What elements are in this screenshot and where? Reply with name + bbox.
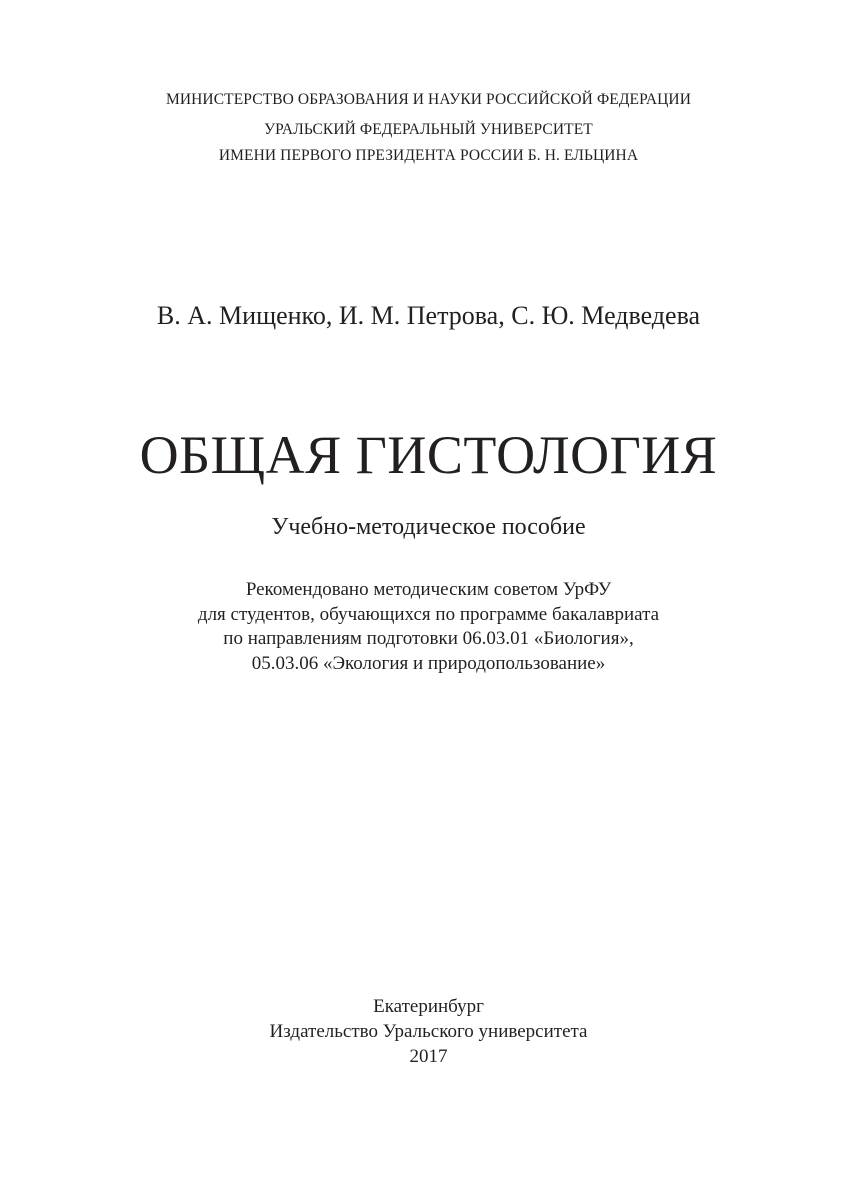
recommendation-line: Рекомендовано методическим советом УрФУ xyxy=(245,579,612,600)
institution-header xyxy=(0,85,857,167)
recommendation-line: по направлениям подготовки 06.03.01 «Биология», xyxy=(223,628,634,649)
imprint xyxy=(0,994,857,1069)
imprint-city: Екатеринбург xyxy=(373,996,484,1017)
ministry-name: МИНИСТЕРСТВО ОБРАЗОВАНИЯ И НАУКИ РОССИЙСКОЙ ФЕДЕРАЦИИ xyxy=(165,91,692,108)
imprint-year: 2017 xyxy=(409,1046,448,1067)
book-title: ОБЩАЯ ГИСТОЛОГИЯ xyxy=(139,425,718,485)
recommendation-note xyxy=(0,578,857,676)
authors: В. А. Мищенко, И. М. Петрова, С. Ю. Медведева xyxy=(156,301,701,330)
book-subtitle: Учебно-методическое пособие xyxy=(271,514,586,540)
imprint-publisher: Издательство Уральского университета xyxy=(269,1021,588,1042)
recommendation-line: для студентов, обучающихся по программе бакалавриата xyxy=(197,603,660,625)
university-name-line-1: УРАЛЬСКИЙ ФЕДЕРАЛЬНЫЙ УНИВЕРСИТЕТ xyxy=(264,121,593,138)
recommendation-line: 05.03.06 «Экология и природопользование» xyxy=(251,652,606,674)
university-name-line-2: ИМЕНИ ПЕРВОГО ПРЕЗИДЕНТА РОССИИ Б. Н. ЕЛЬЦИНА xyxy=(218,147,639,164)
